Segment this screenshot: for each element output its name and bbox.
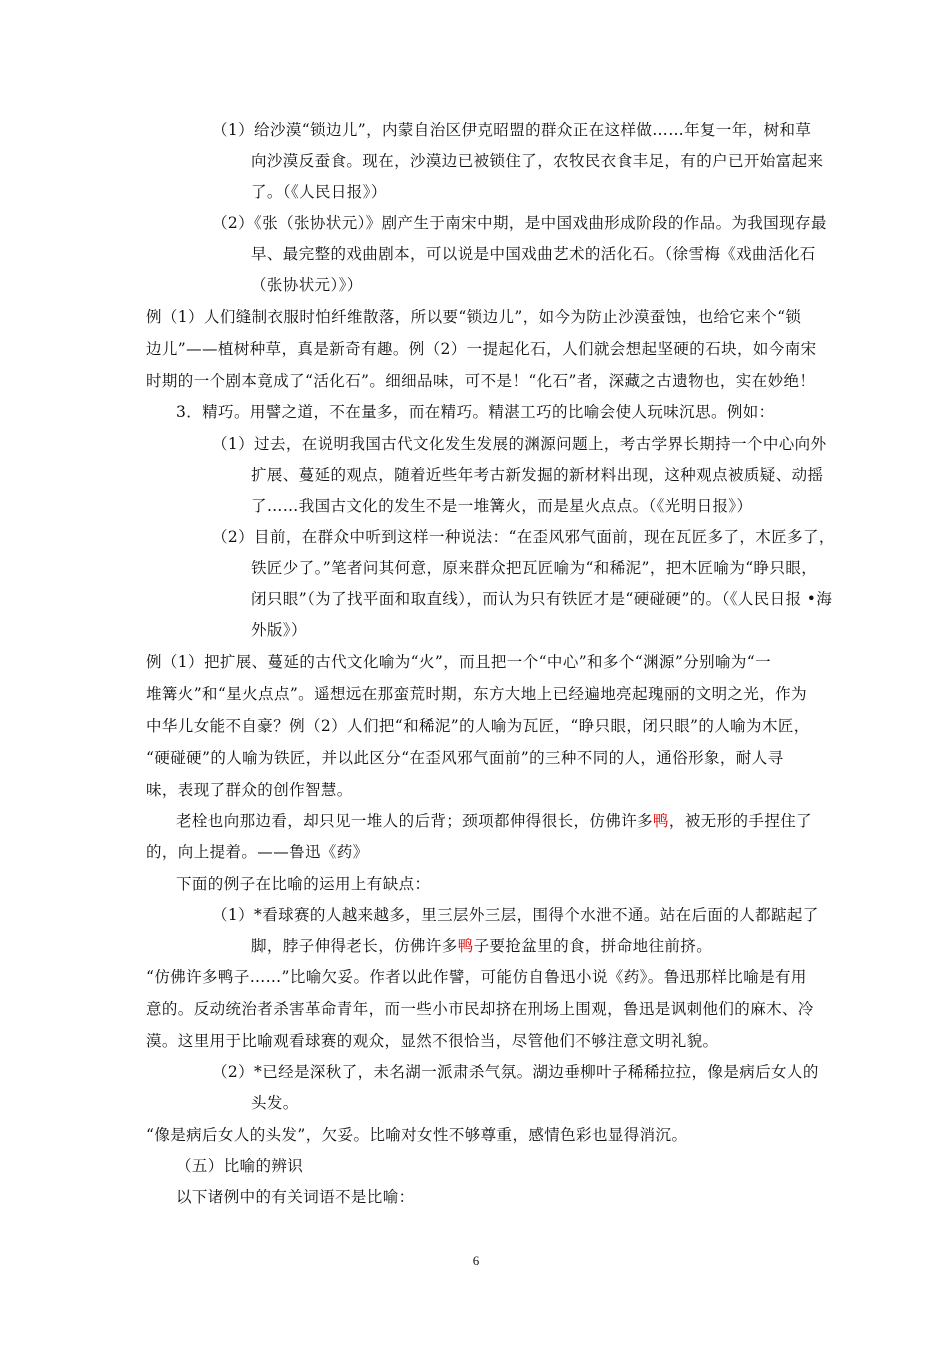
example-1-line-1: （1）给沙漠“锁边儿”，内蒙自治区伊克昭盟的群众正在这样做……年复一年，树和草 xyxy=(212,121,812,139)
page-number: 6 xyxy=(472,1253,480,1268)
defect-example-2-line-1: （2）*已经是深秋了，未名湖一派肃杀气氛。湖边垂柳叶子稀稀拉拉，像是病后女人的 xyxy=(212,1063,819,1081)
defect-example-text-a: 脚，脖子伸得老长，仿佛许多 xyxy=(251,937,458,955)
highlight-duck-char: 鸭 xyxy=(653,812,669,830)
example-4-line-2: 铁匠少了。”笔者问其何意，原来群众把瓦匠喻为“和稀泥”，把木匠喻为“睁只眼， xyxy=(251,559,818,577)
analysis-2-line-2: 堆篝火”和“星火点点”。遥想远在那蛮荒时期，东方大地上已经遍地亮起瑰丽的文明之光，作为 xyxy=(146,685,807,703)
defect-analysis-1-line-3: 漠。这里用于比喻观看球赛的观众，显然不很恰当，尽管他们不够注意文明礼貌。 xyxy=(146,1032,719,1050)
defect-analysis-1-line-2: 意的。反动统治者杀害革命青年，而一些小市民却挤在刑场上围观，鲁迅是讽刺他们的麻木、冷 xyxy=(146,1000,814,1018)
analysis-2-line-3: 中华儿女能不自豪？例（2）人们把“和稀泥”的人喻为瓦匠，“睁只眼，闭只眼”的人喻为木匠， xyxy=(146,717,810,735)
analysis-2-line-1: 例（1）把扩展、蔓延的古代文化喻为“火”，而且把一个“中心”和多个“渊源”分别喻为“一 xyxy=(146,653,772,671)
example-1-line-3: 了。（《人民日报》） xyxy=(251,183,387,201)
analysis-1-line-2: 边儿”——植树种草，真是新奇有趣。例（2）一提起化石，人们就会想起坚硬的石块，如今南宋 xyxy=(146,340,817,358)
example-4-line-4: 外版》） xyxy=(251,621,307,639)
defect-analysis-1-line-1: “仿佛许多鸭子……”比喻欠妥。作者以此作譬，可能仿自鲁迅小说《药》。鲁迅那样比喻是有用 xyxy=(146,968,807,986)
analysis-2-line-4: “硬碰硬”的人喻为铁匠，并以此区分“在歪风邪气面前”的三种不同的人，通俗形象，耐人寻 xyxy=(146,749,784,767)
analysis-2-line-5: 味，表现了群众的创作智慧。 xyxy=(146,781,353,799)
luxun-quote-text-a: 老栓也向那边看，却只见一堆人的后背；颈项都伸得很长，仿佛许多 xyxy=(176,812,654,830)
example-1-line-2: 向沙漠反蚕食。现在，沙漠边已被锁住了，农牧民衣食丰足，有的户已开始富起来 xyxy=(251,152,824,170)
example-3-line-3: 了……我国古文化的发生不是一堆篝火，而是星火点点。（《光明日报》） xyxy=(251,497,753,515)
example-2-line-3: （张协状元）》） xyxy=(251,276,363,294)
defect-example-1-line-1: （1）*看球赛的人越来越多，里三层外三层，围得个水泄不通。站在后面的人都踮起了 xyxy=(212,906,819,924)
example-4-line-3: 闭只眼”（为了找平面和取直线），而认为只有铁匠才是“硬碰硬”的。（《人民日报 •海 xyxy=(251,590,833,608)
defect-example-2-line-2: 头发。 xyxy=(251,1094,299,1112)
luxun-quote-text-b: ，被无形的手捏住了 xyxy=(668,812,813,830)
analysis-1-line-3: 时期的一个剧本竟成了“活化石”。细细品味，可不是！“化石”者，深藏之古遗物也，实在妙绝！ xyxy=(146,372,816,390)
defect-example-1-line-2 xyxy=(251,936,712,956)
example-4-line-1: （2）目前，在群众中听到这样一种说法：“在歪风邪气面前，现在瓦匠多了，木匠多了， xyxy=(212,528,835,546)
analysis-1-line-1: 例（1）人们缝制衣服时怕纤维散落，所以要“锁边儿”，如今为防止沙漠蚕蚀，也给它来个“锁 xyxy=(146,308,802,326)
identification-intro: 以下诸例中的有关词语不是比喻： xyxy=(176,1188,415,1206)
section-heading-jingqiao: 3．精巧。用譬之道，不在量多，而在精巧。精湛工巧的比喻会使人玩味沉思。例如： xyxy=(176,403,775,421)
section-heading-identification: （五）比喻的辨识 xyxy=(176,1157,304,1175)
example-3-line-1: （1）过去，在说明我国古代文化发生发展的渊源问题上，考古学界长期持一个中心向外 xyxy=(212,435,827,453)
example-2-line-1: （2）《张（张协状元）》剧产生于南宋中期，是中国戏曲形成阶段的作品。为我国现存最 xyxy=(212,214,827,232)
defect-analysis-2: “像是病后女人的头发”，欠妥。比喻对女性不够尊重，感情色彩也显得消沉。 xyxy=(146,1126,688,1144)
example-2-line-2: 早、最完整的戏曲剧本，可以说是中国戏曲艺术的活化石。（徐雪梅《戏曲活化石 xyxy=(251,245,816,263)
example-3-line-2: 扩展、蔓延的观点，随着近些年考古新发掘的新材料出现，这种观点被质疑、动摇 xyxy=(251,466,824,484)
defect-example-text-b: 子要抢盆里的食，拼命地往前挤。 xyxy=(473,937,713,955)
luxun-quote-line-2: 的，向上提着。——鲁迅《药》 xyxy=(146,843,369,861)
highlight-duck-char-2: 鸭 xyxy=(457,937,474,955)
luxun-quote-line-1 xyxy=(176,811,812,831)
defect-intro: 下面的例子在比喻的运用上有缺点： xyxy=(176,875,431,893)
